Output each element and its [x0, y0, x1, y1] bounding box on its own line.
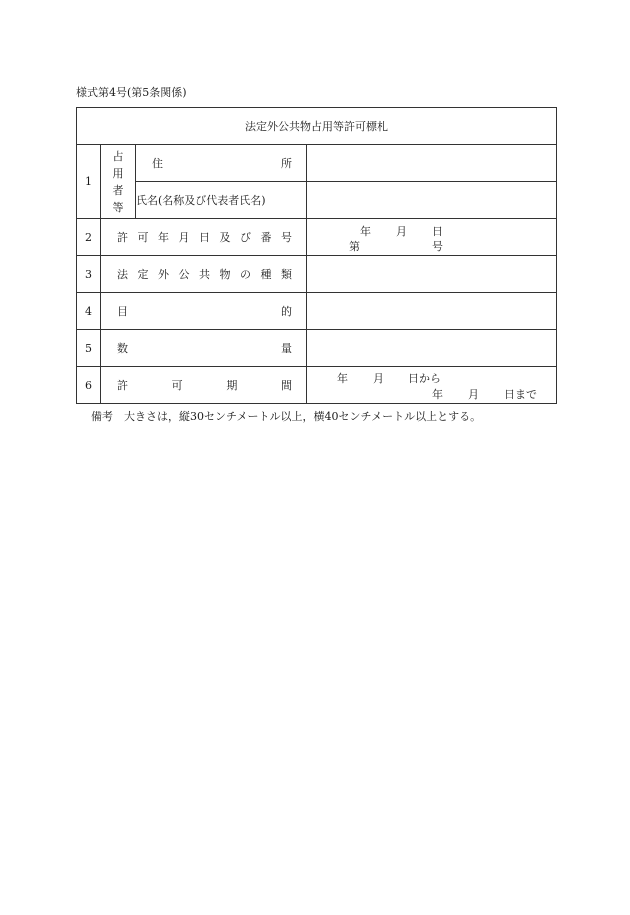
name-label: 氏名(名称及び代表者氏名): [136, 182, 307, 219]
purpose-label: 目 的: [101, 293, 307, 330]
quantity-value[interactable]: [307, 330, 557, 367]
public-property-type-label: 法 定 外 公 共 物 の 種 類: [101, 256, 307, 293]
permit-sign-table: [76, 107, 557, 404]
public-property-type-value[interactable]: [307, 256, 557, 293]
permit-period-label: 許 可 期 間: [101, 367, 307, 404]
quantity-label: 数 量: [101, 330, 307, 367]
row-number-4: 4: [77, 293, 101, 330]
address-value[interactable]: [307, 145, 557, 182]
size-note: 備考 大きさは，縦30センチメートル以上，横40センチメートル以上とする。: [91, 410, 482, 423]
row-number-5: 5: [77, 330, 101, 367]
table-title: 法定外公共物占用等許可標札: [77, 108, 557, 145]
permit-date-number-label: 許 可 年 月 日 及 び 番 号: [101, 219, 307, 256]
permit-period-value[interactable]: 年 月 日から 年 月 日まで: [307, 367, 557, 404]
row-number-3: 3: [77, 256, 101, 293]
address-label: 住 所: [136, 145, 307, 182]
row-number-1: 1: [77, 145, 101, 219]
row-number-2: 2: [77, 219, 101, 256]
permit-date-number-value[interactable]: 年 月 日 第 号: [307, 219, 557, 256]
occupant-group-label: 占 用 者 等: [101, 145, 136, 219]
purpose-value[interactable]: [307, 293, 557, 330]
name-value[interactable]: [307, 182, 557, 219]
form-number-header: 様式第4号(第5条関係): [76, 86, 187, 99]
row-number-6: 6: [77, 367, 101, 404]
